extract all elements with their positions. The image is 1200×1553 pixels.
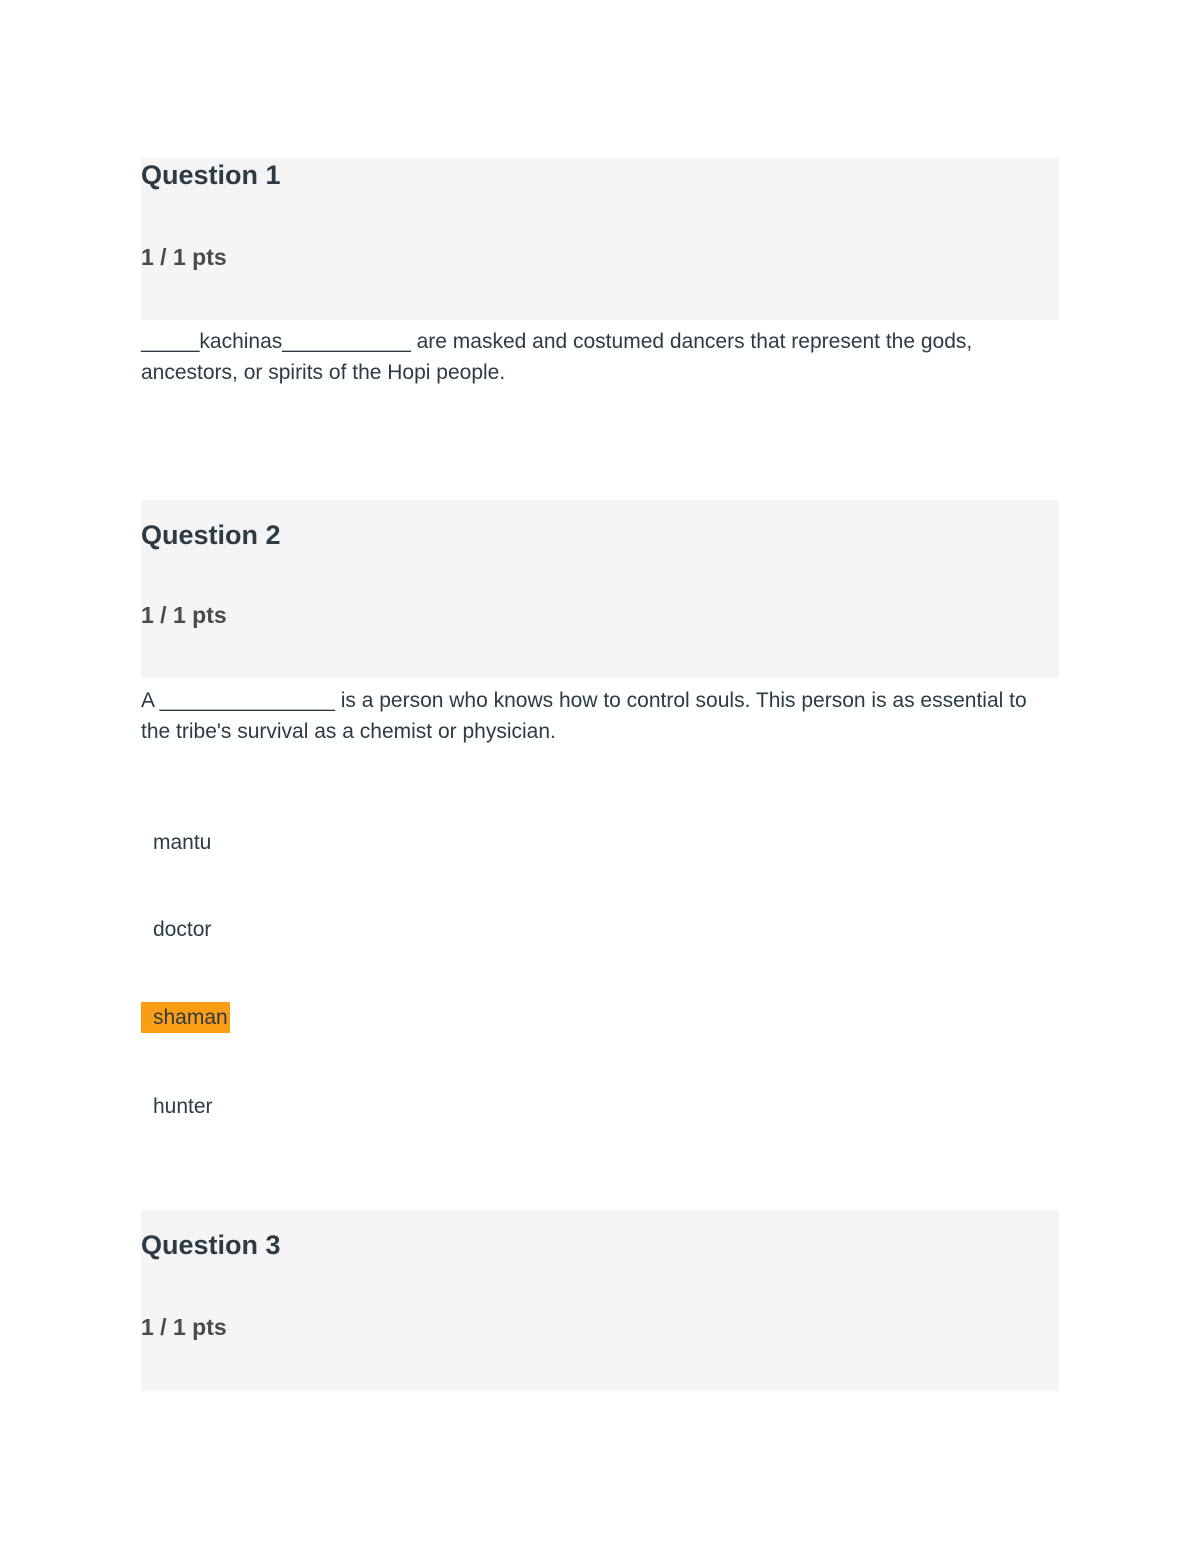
question-title: Question 1 (141, 160, 281, 190)
answer-option-doctor[interactable]: doctor (153, 918, 212, 941)
question-1-header (141, 158, 1059, 320)
answer-option-mantu[interactable]: mantu (153, 831, 212, 854)
answer-option-shaman-selected[interactable]: shaman (141, 1002, 230, 1033)
question-points: 1 / 1 pts (141, 244, 227, 270)
answer-option-hunter[interactable]: hunter (153, 1095, 213, 1118)
question-points: 1 / 1 pts (141, 602, 227, 628)
question-title: Question 3 (141, 1230, 281, 1260)
question-text: A _______________ is a person who knows how to control souls. This person is as essential to the tribe's survival as a chemist or physician. (141, 689, 1027, 743)
question-title: Question 2 (141, 520, 281, 550)
question-text: _____kachinas___________ are masked and costumed dancers that represent the gods, ancestors, or spirits of the Hopi people. (141, 330, 973, 384)
question-points: 1 / 1 pts (141, 1314, 227, 1340)
